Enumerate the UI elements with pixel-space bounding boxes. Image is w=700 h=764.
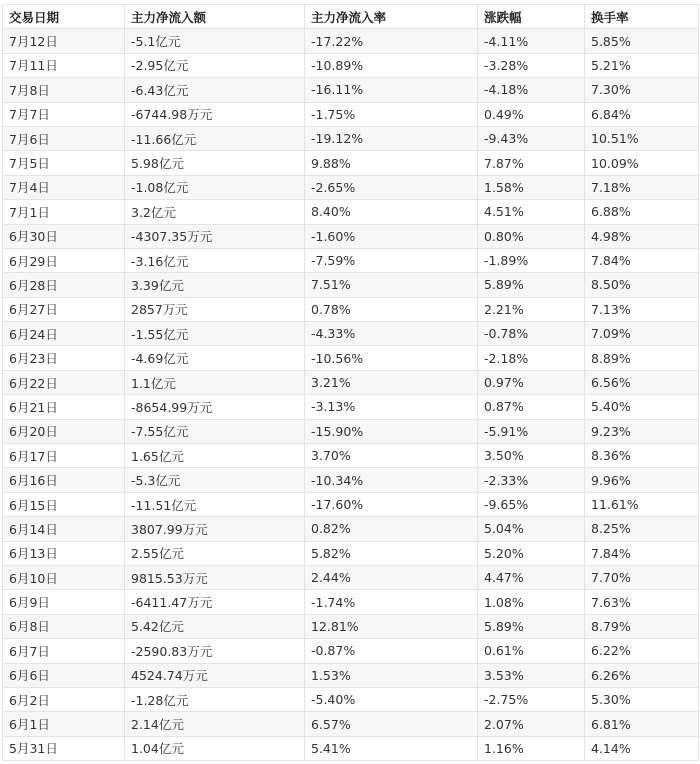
cell-main-net-inflow-rate: -1.74% [305, 590, 478, 614]
cell-main-net-inflow-amount: 5.98亿元 [125, 151, 305, 175]
cell-trade-date: 6月24日 [3, 322, 125, 346]
cell-trade-date: 6月14日 [3, 517, 125, 541]
cell-turnover-rate: 6.81% [585, 712, 699, 736]
cell-price-change: 0.80% [478, 224, 585, 248]
table-row [3, 102, 699, 126]
cell-turnover-rate: 5.40% [585, 395, 699, 419]
table-row [3, 273, 699, 297]
cell-main-net-inflow-rate: -10.56% [305, 346, 478, 370]
table-row [3, 565, 699, 589]
cell-price-change: -9.65% [478, 492, 585, 516]
cell-price-change: 1.58% [478, 175, 585, 199]
table-row [3, 370, 699, 394]
table-row [3, 29, 699, 53]
table-row [3, 541, 699, 565]
table-row [3, 248, 699, 272]
header-main-net-inflow-rate: 主力净流入率 [305, 5, 478, 29]
cell-main-net-inflow-amount: 2.55亿元 [125, 541, 305, 565]
cell-price-change: -2.33% [478, 468, 585, 492]
cell-price-change: 0.49% [478, 102, 585, 126]
cell-trade-date: 6月28日 [3, 273, 125, 297]
cell-main-net-inflow-amount: 1.1亿元 [125, 370, 305, 394]
cell-main-net-inflow-amount: -11.66亿元 [125, 126, 305, 150]
cell-main-net-inflow-amount: -8654.99万元 [125, 395, 305, 419]
cell-turnover-rate: 8.50% [585, 273, 699, 297]
cell-price-change: 5.89% [478, 614, 585, 638]
cell-main-net-inflow-amount: 9815.53万元 [125, 565, 305, 589]
cell-main-net-inflow-rate: -2.65% [305, 175, 478, 199]
cell-price-change: 5.20% [478, 541, 585, 565]
cell-main-net-inflow-amount: -5.1亿元 [125, 29, 305, 53]
cell-turnover-rate: 5.85% [585, 29, 699, 53]
cell-turnover-rate: 6.26% [585, 663, 699, 687]
header-row [3, 5, 699, 29]
cell-price-change: 2.21% [478, 297, 585, 321]
cell-turnover-rate: 6.56% [585, 370, 699, 394]
cell-turnover-rate: 7.84% [585, 248, 699, 272]
cell-trade-date: 7月1日 [3, 200, 125, 224]
cell-trade-date: 6月6日 [3, 663, 125, 687]
cell-main-net-inflow-rate: -0.87% [305, 639, 478, 663]
cell-price-change: -1.89% [478, 248, 585, 272]
cell-trade-date: 7月7日 [3, 102, 125, 126]
cell-price-change: 7.87% [478, 151, 585, 175]
table-row [3, 346, 699, 370]
cell-main-net-inflow-rate: 0.78% [305, 297, 478, 321]
cell-price-change: 3.50% [478, 444, 585, 468]
cell-price-change: 0.87% [478, 395, 585, 419]
cell-main-net-inflow-amount: 3807.99万元 [125, 517, 305, 541]
cell-main-net-inflow-amount: 2857万元 [125, 297, 305, 321]
cell-main-net-inflow-rate: 5.41% [305, 736, 478, 760]
cell-turnover-rate: 7.18% [585, 175, 699, 199]
cell-trade-date: 6月27日 [3, 297, 125, 321]
header-price-change: 涨跌幅 [478, 5, 585, 29]
cell-price-change: 1.16% [478, 736, 585, 760]
cell-price-change: -9.43% [478, 126, 585, 150]
cell-trade-date: 6月7日 [3, 639, 125, 663]
cell-main-net-inflow-amount: -3.16亿元 [125, 248, 305, 272]
cell-main-net-inflow-amount: 2.14亿元 [125, 712, 305, 736]
cell-main-net-inflow-amount: -2.95亿元 [125, 53, 305, 77]
cell-main-net-inflow-rate: 9.88% [305, 151, 478, 175]
table-row [3, 126, 699, 150]
header-turnover-rate: 换手率 [585, 5, 699, 29]
cell-main-net-inflow-rate: 0.82% [305, 517, 478, 541]
cell-price-change: -0.78% [478, 322, 585, 346]
cell-price-change: 1.08% [478, 590, 585, 614]
cell-turnover-rate: 8.79% [585, 614, 699, 638]
table-row [3, 151, 699, 175]
cell-trade-date: 6月8日 [3, 614, 125, 638]
cell-turnover-rate: 10.51% [585, 126, 699, 150]
cell-trade-date: 6月10日 [3, 565, 125, 589]
cell-main-net-inflow-rate: 2.44% [305, 565, 478, 589]
table-row [3, 663, 699, 687]
table-row [3, 444, 699, 468]
cell-turnover-rate: 6.88% [585, 200, 699, 224]
cell-trade-date: 7月11日 [3, 53, 125, 77]
cell-price-change: -4.11% [478, 29, 585, 53]
cell-price-change: 5.04% [478, 517, 585, 541]
cell-main-net-inflow-rate: 1.53% [305, 663, 478, 687]
cell-main-net-inflow-amount: -7.55亿元 [125, 419, 305, 443]
cell-trade-date: 6月9日 [3, 590, 125, 614]
cell-turnover-rate: 4.98% [585, 224, 699, 248]
header-trade-date: 交易日期 [3, 5, 125, 29]
table-row [3, 395, 699, 419]
cell-main-net-inflow-rate: -10.34% [305, 468, 478, 492]
cell-main-net-inflow-rate: -15.90% [305, 419, 478, 443]
cell-turnover-rate: 9.96% [585, 468, 699, 492]
cell-trade-date: 7月4日 [3, 175, 125, 199]
fund-flow-table [2, 4, 699, 761]
table-row [3, 517, 699, 541]
cell-trade-date: 6月13日 [3, 541, 125, 565]
cell-main-net-inflow-rate: 6.57% [305, 712, 478, 736]
cell-turnover-rate: 7.63% [585, 590, 699, 614]
cell-turnover-rate: 7.13% [585, 297, 699, 321]
cell-price-change: -4.18% [478, 78, 585, 102]
cell-price-change: -3.28% [478, 53, 585, 77]
cell-trade-date: 6月1日 [3, 712, 125, 736]
cell-main-net-inflow-amount: -2590.83万元 [125, 639, 305, 663]
cell-main-net-inflow-amount: 3.39亿元 [125, 273, 305, 297]
table-body [3, 29, 699, 761]
cell-main-net-inflow-amount: 1.65亿元 [125, 444, 305, 468]
cell-turnover-rate: 8.25% [585, 517, 699, 541]
cell-price-change: 4.51% [478, 200, 585, 224]
cell-main-net-inflow-rate: 12.81% [305, 614, 478, 638]
table-row [3, 492, 699, 516]
cell-main-net-inflow-amount: -5.3亿元 [125, 468, 305, 492]
cell-main-net-inflow-rate: -17.60% [305, 492, 478, 516]
cell-turnover-rate: 9.23% [585, 419, 699, 443]
cell-main-net-inflow-amount: 4524.74万元 [125, 663, 305, 687]
cell-trade-date: 7月8日 [3, 78, 125, 102]
cell-main-net-inflow-amount: -4.69亿元 [125, 346, 305, 370]
cell-trade-date: 7月6日 [3, 126, 125, 150]
cell-trade-date: 6月23日 [3, 346, 125, 370]
table-row [3, 468, 699, 492]
cell-main-net-inflow-rate: -16.11% [305, 78, 478, 102]
cell-main-net-inflow-rate: 3.21% [305, 370, 478, 394]
table-row [3, 53, 699, 77]
cell-price-change: 3.53% [478, 663, 585, 687]
cell-main-net-inflow-amount: -6744.98万元 [125, 102, 305, 126]
cell-main-net-inflow-rate: -1.60% [305, 224, 478, 248]
cell-main-net-inflow-amount: -6411.47万元 [125, 590, 305, 614]
cell-main-net-inflow-rate: 3.70% [305, 444, 478, 468]
cell-trade-date: 6月30日 [3, 224, 125, 248]
cell-main-net-inflow-amount: -6.43亿元 [125, 78, 305, 102]
table-row [3, 419, 699, 443]
cell-main-net-inflow-amount: -1.28亿元 [125, 687, 305, 711]
cell-trade-date: 6月21日 [3, 395, 125, 419]
cell-main-net-inflow-rate: 7.51% [305, 273, 478, 297]
cell-trade-date: 6月16日 [3, 468, 125, 492]
cell-main-net-inflow-rate: -1.75% [305, 102, 478, 126]
cell-price-change: 0.61% [478, 639, 585, 663]
cell-trade-date: 6月17日 [3, 444, 125, 468]
cell-main-net-inflow-amount: -4307.35万元 [125, 224, 305, 248]
cell-main-net-inflow-rate: 5.82% [305, 541, 478, 565]
cell-trade-date: 6月22日 [3, 370, 125, 394]
cell-main-net-inflow-amount: 3.2亿元 [125, 200, 305, 224]
cell-turnover-rate: 6.22% [585, 639, 699, 663]
cell-trade-date: 7月5日 [3, 151, 125, 175]
cell-price-change: 4.47% [478, 565, 585, 589]
cell-turnover-rate: 5.21% [585, 53, 699, 77]
cell-trade-date: 5月31日 [3, 736, 125, 760]
cell-price-change: -2.75% [478, 687, 585, 711]
table-row [3, 687, 699, 711]
table-row [3, 639, 699, 663]
cell-turnover-rate: 5.30% [585, 687, 699, 711]
table-row [3, 712, 699, 736]
table-row [3, 614, 699, 638]
cell-turnover-rate: 11.61% [585, 492, 699, 516]
cell-main-net-inflow-rate: -17.22% [305, 29, 478, 53]
cell-trade-date: 6月15日 [3, 492, 125, 516]
cell-turnover-rate: 7.09% [585, 322, 699, 346]
cell-turnover-rate: 4.14% [585, 736, 699, 760]
cell-trade-date: 6月20日 [3, 419, 125, 443]
header-main-net-inflow-amount: 主力净流入额 [125, 5, 305, 29]
cell-turnover-rate: 7.30% [585, 78, 699, 102]
cell-trade-date: 7月12日 [3, 29, 125, 53]
cell-main-net-inflow-rate: -19.12% [305, 126, 478, 150]
cell-price-change: 5.89% [478, 273, 585, 297]
cell-main-net-inflow-amount: -1.08亿元 [125, 175, 305, 199]
table-row [3, 322, 699, 346]
cell-price-change: 0.97% [478, 370, 585, 394]
cell-turnover-rate: 8.89% [585, 346, 699, 370]
cell-main-net-inflow-amount: -1.55亿元 [125, 322, 305, 346]
table-row [3, 78, 699, 102]
cell-turnover-rate: 10.09% [585, 151, 699, 175]
cell-main-net-inflow-rate: -10.89% [305, 53, 478, 77]
table-row [3, 175, 699, 199]
cell-main-net-inflow-rate: -7.59% [305, 248, 478, 272]
cell-turnover-rate: 7.84% [585, 541, 699, 565]
cell-turnover-rate: 8.36% [585, 444, 699, 468]
table-row [3, 200, 699, 224]
cell-trade-date: 6月2日 [3, 687, 125, 711]
cell-price-change: -2.18% [478, 346, 585, 370]
table-row [3, 297, 699, 321]
cell-main-net-inflow-rate: 8.40% [305, 200, 478, 224]
table-row [3, 590, 699, 614]
cell-turnover-rate: 6.84% [585, 102, 699, 126]
table-row [3, 736, 699, 760]
cell-main-net-inflow-rate: -3.13% [305, 395, 478, 419]
table-header [3, 5, 699, 29]
cell-price-change: -5.91% [478, 419, 585, 443]
cell-price-change: 2.07% [478, 712, 585, 736]
cell-main-net-inflow-amount: 5.42亿元 [125, 614, 305, 638]
cell-main-net-inflow-amount: 1.04亿元 [125, 736, 305, 760]
cell-trade-date: 6月29日 [3, 248, 125, 272]
cell-turnover-rate: 7.70% [585, 565, 699, 589]
table-row [3, 224, 699, 248]
cell-main-net-inflow-rate: -4.33% [305, 322, 478, 346]
cell-main-net-inflow-amount: -11.51亿元 [125, 492, 305, 516]
cell-main-net-inflow-rate: -5.40% [305, 687, 478, 711]
